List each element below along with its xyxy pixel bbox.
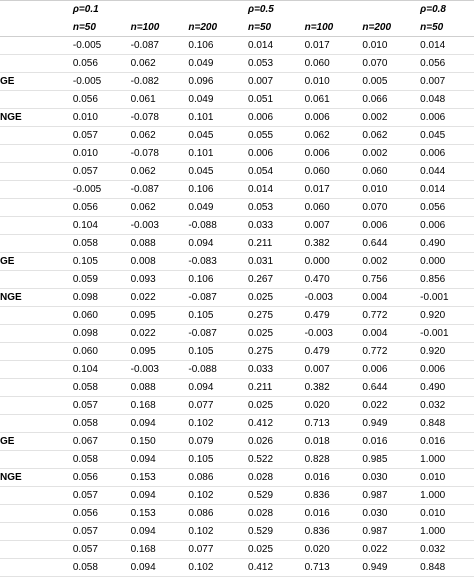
value-cell: 0.070 <box>358 54 416 72</box>
value-cell: 0.025 <box>244 540 301 558</box>
value-cell: 0.101 <box>184 144 244 162</box>
value-cell: 0.106 <box>184 180 244 198</box>
value-cell: 0.490 <box>416 378 474 396</box>
value-cell: -0.087 <box>127 36 185 54</box>
value-cell: 0.105 <box>184 450 244 468</box>
value-cell: 0.010 <box>358 180 416 198</box>
value-cell: 0.056 <box>69 198 127 216</box>
table-row <box>0 360 474 378</box>
value-cell: 0.010 <box>69 108 127 126</box>
value-cell: 0.033 <box>244 216 301 234</box>
value-cell: 0.168 <box>127 396 185 414</box>
row-label: GE <box>0 72 69 90</box>
value-cell: 0.002 <box>358 144 416 162</box>
value-cell: 0.056 <box>69 54 127 72</box>
table-row <box>0 270 474 288</box>
row-label <box>0 306 69 324</box>
value-cell: 0.060 <box>69 342 127 360</box>
table-row <box>0 558 474 576</box>
value-cell: 0.032 <box>416 540 474 558</box>
sample-size-header: n=200 <box>358 19 416 37</box>
value-cell: 0.058 <box>69 558 127 576</box>
value-cell: 0.055 <box>244 126 301 144</box>
row-label <box>0 36 69 54</box>
value-cell: 0.713 <box>301 558 359 576</box>
row-label <box>0 540 69 558</box>
value-cell: 0.006 <box>358 360 416 378</box>
table-row <box>0 54 474 72</box>
rho-group-header: ρ=0.5 <box>244 1 416 19</box>
table-row <box>0 378 474 396</box>
row-label: GE <box>0 252 69 270</box>
value-cell: 0.102 <box>184 414 244 432</box>
value-cell: 0.057 <box>69 396 127 414</box>
sample-size-header: n=50 <box>416 19 474 37</box>
value-cell: 0.949 <box>358 558 416 576</box>
value-cell: 0.060 <box>358 162 416 180</box>
value-cell: 0.060 <box>301 54 359 72</box>
row-label <box>0 360 69 378</box>
table-row <box>0 324 474 342</box>
row-label <box>0 414 69 432</box>
value-cell: 0.020 <box>301 396 359 414</box>
table-row <box>0 252 474 270</box>
sample-size-header: n=50 <box>69 19 127 37</box>
value-cell: 0.044 <box>416 162 474 180</box>
row-label <box>0 396 69 414</box>
value-cell: 0.522 <box>244 450 301 468</box>
value-cell: 0.088 <box>127 234 185 252</box>
value-cell: 0.094 <box>184 234 244 252</box>
row-label <box>0 522 69 540</box>
value-cell: 0.211 <box>244 234 301 252</box>
table-row <box>0 540 474 558</box>
value-cell: 0.848 <box>416 414 474 432</box>
value-cell: 0.644 <box>358 378 416 396</box>
value-cell: 0.007 <box>416 72 474 90</box>
sample-size-header: n=100 <box>301 19 359 37</box>
value-cell: 0.096 <box>184 72 244 90</box>
value-cell: 0.106 <box>184 270 244 288</box>
value-cell: -0.003 <box>301 324 359 342</box>
value-cell: 0.014 <box>244 36 301 54</box>
table-row <box>0 144 474 162</box>
value-cell: 0.267 <box>244 270 301 288</box>
row-label <box>0 558 69 576</box>
row-label <box>0 486 69 504</box>
value-cell: 0.014 <box>416 36 474 54</box>
value-cell: 0.098 <box>69 324 127 342</box>
value-cell: 0.049 <box>184 54 244 72</box>
value-cell: 0.088 <box>127 378 185 396</box>
row-label <box>0 504 69 522</box>
table-row <box>0 198 474 216</box>
table-row <box>0 162 474 180</box>
value-cell: 0.094 <box>127 486 185 504</box>
sample-size-header: n=50 <box>244 19 301 37</box>
value-cell: 0.002 <box>358 108 416 126</box>
value-cell: 0.856 <box>416 270 474 288</box>
table-row <box>0 108 474 126</box>
value-cell: 0.102 <box>184 486 244 504</box>
value-cell: 0.006 <box>358 216 416 234</box>
value-cell: 0.017 <box>301 180 359 198</box>
value-cell: 0.022 <box>127 324 185 342</box>
value-cell: 0.057 <box>69 540 127 558</box>
value-cell: 0.102 <box>184 522 244 540</box>
table-row <box>0 36 474 54</box>
value-cell: 0.057 <box>69 162 127 180</box>
table-row <box>0 396 474 414</box>
value-cell: 0.106 <box>184 36 244 54</box>
value-cell: 0.007 <box>301 216 359 234</box>
value-cell: 0.094 <box>127 558 185 576</box>
row-label <box>0 450 69 468</box>
value-cell: -0.087 <box>127 180 185 198</box>
row-label: NGE <box>0 288 69 306</box>
row-label <box>0 126 69 144</box>
value-cell: -0.078 <box>127 144 185 162</box>
value-cell: 0.004 <box>358 324 416 342</box>
row-label: NGE <box>0 108 69 126</box>
value-cell: 0.006 <box>301 144 359 162</box>
value-cell: 0.062 <box>127 54 185 72</box>
value-cell: 0.056 <box>69 504 127 522</box>
table-row <box>0 288 474 306</box>
value-cell: 0.006 <box>416 360 474 378</box>
value-cell: 0.007 <box>244 72 301 90</box>
table-row <box>0 342 474 360</box>
value-cell: -0.087 <box>184 288 244 306</box>
value-cell: 0.066 <box>358 90 416 108</box>
value-cell: 0.058 <box>69 378 127 396</box>
value-cell: 0.010 <box>69 144 127 162</box>
value-cell: 0.382 <box>301 234 359 252</box>
value-cell: 0.079 <box>184 432 244 450</box>
value-cell: 0.000 <box>301 252 359 270</box>
row-label <box>0 162 69 180</box>
value-cell: 0.054 <box>244 162 301 180</box>
value-cell: -0.005 <box>69 36 127 54</box>
value-cell: 0.006 <box>244 144 301 162</box>
value-cell: 0.058 <box>69 414 127 432</box>
value-cell: -0.078 <box>127 108 185 126</box>
value-cell: -0.083 <box>184 252 244 270</box>
value-cell: 0.026 <box>244 432 301 450</box>
sample-size-header-row <box>0 19 474 37</box>
value-cell: 0.105 <box>184 306 244 324</box>
value-cell: 0.053 <box>244 198 301 216</box>
value-cell: 0.644 <box>358 234 416 252</box>
table-row <box>0 306 474 324</box>
value-cell: 0.057 <box>69 522 127 540</box>
row-label <box>0 270 69 288</box>
value-cell: 0.010 <box>301 72 359 90</box>
value-cell: 0.053 <box>244 54 301 72</box>
table-row <box>0 180 474 198</box>
value-cell: 0.102 <box>184 558 244 576</box>
value-cell: 0.061 <box>301 90 359 108</box>
value-cell: 0.412 <box>244 414 301 432</box>
value-cell: 0.094 <box>127 414 185 432</box>
value-cell: 0.836 <box>301 522 359 540</box>
value-cell: 0.061 <box>127 90 185 108</box>
table-row <box>0 72 474 90</box>
corner-cell <box>0 19 69 37</box>
row-label <box>0 324 69 342</box>
value-cell: 0.713 <box>301 414 359 432</box>
value-cell: 0.051 <box>244 90 301 108</box>
row-label <box>0 216 69 234</box>
value-cell: 0.030 <box>358 504 416 522</box>
value-cell: 0.070 <box>358 198 416 216</box>
results-table-body <box>0 1 474 577</box>
value-cell: 0.094 <box>184 378 244 396</box>
value-cell: 0.004 <box>358 288 416 306</box>
value-cell: 0.077 <box>184 540 244 558</box>
value-cell: 0.529 <box>244 522 301 540</box>
value-cell: 0.062 <box>127 198 185 216</box>
value-cell: 0.028 <box>244 504 301 522</box>
value-cell: 0.093 <box>127 270 185 288</box>
table-row <box>0 486 474 504</box>
value-cell: 0.987 <box>358 486 416 504</box>
value-cell: 0.006 <box>301 108 359 126</box>
value-cell: 0.018 <box>301 432 359 450</box>
value-cell: 0.032 <box>416 396 474 414</box>
sample-size-header: n=100 <box>127 19 185 37</box>
value-cell: 0.105 <box>69 252 127 270</box>
value-cell: 0.030 <box>358 468 416 486</box>
value-cell: 0.848 <box>416 558 474 576</box>
table-row <box>0 432 474 450</box>
value-cell: -0.082 <box>127 72 185 90</box>
value-cell: 0.031 <box>244 252 301 270</box>
value-cell: 0.022 <box>358 540 416 558</box>
value-cell: 0.049 <box>184 90 244 108</box>
value-cell: 0.014 <box>244 180 301 198</box>
value-cell: 0.056 <box>416 198 474 216</box>
value-cell: 0.086 <box>184 468 244 486</box>
row-label <box>0 144 69 162</box>
value-cell: 0.470 <box>301 270 359 288</box>
value-cell: -0.088 <box>184 216 244 234</box>
value-cell: 0.057 <box>69 126 127 144</box>
value-cell: 0.056 <box>416 54 474 72</box>
value-cell: 0.060 <box>301 162 359 180</box>
value-cell: 0.094 <box>127 522 185 540</box>
value-cell: 0.006 <box>416 144 474 162</box>
table-row <box>0 216 474 234</box>
row-label <box>0 180 69 198</box>
value-cell: 0.095 <box>127 342 185 360</box>
value-cell: 0.007 <box>301 360 359 378</box>
row-label <box>0 234 69 252</box>
value-cell: 0.987 <box>358 522 416 540</box>
value-cell: 0.016 <box>358 432 416 450</box>
value-cell: -0.001 <box>416 324 474 342</box>
value-cell: 1.000 <box>416 486 474 504</box>
value-cell: 0.062 <box>358 126 416 144</box>
value-cell: 0.060 <box>301 198 359 216</box>
value-cell: 0.104 <box>69 216 127 234</box>
value-cell: -0.088 <box>184 360 244 378</box>
rho-header-row <box>0 1 474 19</box>
value-cell: 0.772 <box>358 342 416 360</box>
value-cell: 0.067 <box>69 432 127 450</box>
row-label: NGE <box>0 468 69 486</box>
value-cell: 0.920 <box>416 342 474 360</box>
value-cell: 0.920 <box>416 306 474 324</box>
value-cell: 0.479 <box>301 306 359 324</box>
row-label: GE <box>0 432 69 450</box>
value-cell: 0.033 <box>244 360 301 378</box>
value-cell: 0.062 <box>127 162 185 180</box>
value-cell: 0.002 <box>358 252 416 270</box>
table-row <box>0 414 474 432</box>
value-cell: 0.006 <box>416 108 474 126</box>
value-cell: 0.095 <box>127 306 185 324</box>
value-cell: 0.150 <box>127 432 185 450</box>
value-cell: 0.006 <box>244 108 301 126</box>
value-cell: 0.010 <box>358 36 416 54</box>
value-cell: 0.949 <box>358 414 416 432</box>
value-cell: 0.058 <box>69 234 127 252</box>
value-cell: 0.836 <box>301 486 359 504</box>
value-cell: 0.529 <box>244 486 301 504</box>
value-cell: 0.049 <box>184 198 244 216</box>
value-cell: 0.104 <box>69 360 127 378</box>
value-cell: 0.022 <box>358 396 416 414</box>
value-cell: 0.025 <box>244 324 301 342</box>
value-cell: -0.005 <box>69 180 127 198</box>
value-cell: 0.056 <box>69 468 127 486</box>
value-cell: 0.062 <box>127 126 185 144</box>
value-cell: 0.006 <box>416 216 474 234</box>
value-cell: 0.479 <box>301 342 359 360</box>
row-label <box>0 378 69 396</box>
value-cell: 0.077 <box>184 396 244 414</box>
table-row <box>0 504 474 522</box>
value-cell: 0.059 <box>69 270 127 288</box>
value-cell: 0.490 <box>416 234 474 252</box>
value-cell: 0.168 <box>127 540 185 558</box>
table-row <box>0 90 474 108</box>
rho-group-header: ρ=0.1 <box>69 1 244 19</box>
row-label <box>0 198 69 216</box>
value-cell: -0.003 <box>127 216 185 234</box>
value-cell: 0.062 <box>301 126 359 144</box>
value-cell: 0.020 <box>301 540 359 558</box>
value-cell: 0.057 <box>69 486 127 504</box>
value-cell: 0.045 <box>416 126 474 144</box>
value-cell: 0.048 <box>416 90 474 108</box>
value-cell: 0.017 <box>301 36 359 54</box>
value-cell: 0.094 <box>127 450 185 468</box>
value-cell: 0.105 <box>184 342 244 360</box>
value-cell: 0.000 <box>416 252 474 270</box>
row-label <box>0 90 69 108</box>
table-row <box>0 468 474 486</box>
value-cell: -0.087 <box>184 324 244 342</box>
value-cell: 0.412 <box>244 558 301 576</box>
value-cell: 0.058 <box>69 450 127 468</box>
value-cell: 0.010 <box>416 504 474 522</box>
row-label <box>0 342 69 360</box>
value-cell: 0.153 <box>127 468 185 486</box>
value-cell: 1.000 <box>416 450 474 468</box>
value-cell: 0.045 <box>184 162 244 180</box>
value-cell: 0.772 <box>358 306 416 324</box>
table-row <box>0 126 474 144</box>
value-cell: 0.275 <box>244 342 301 360</box>
value-cell: 0.016 <box>301 468 359 486</box>
sample-size-header: n=200 <box>184 19 244 37</box>
table-row <box>0 522 474 540</box>
corner-cell <box>0 1 69 19</box>
value-cell: 0.022 <box>127 288 185 306</box>
rho-group-header: ρ=0.8 <box>416 1 474 19</box>
value-cell: -0.003 <box>127 360 185 378</box>
value-cell: 0.211 <box>244 378 301 396</box>
value-cell: 0.008 <box>127 252 185 270</box>
value-cell: -0.001 <box>416 288 474 306</box>
value-cell: 0.016 <box>416 432 474 450</box>
value-cell: 0.756 <box>358 270 416 288</box>
value-cell: 1.000 <box>416 522 474 540</box>
value-cell: 0.060 <box>69 306 127 324</box>
value-cell: 0.005 <box>358 72 416 90</box>
row-label <box>0 54 69 72</box>
value-cell: 0.985 <box>358 450 416 468</box>
value-cell: 0.025 <box>244 396 301 414</box>
value-cell: -0.005 <box>69 72 127 90</box>
value-cell: 0.045 <box>184 126 244 144</box>
value-cell: 0.016 <box>301 504 359 522</box>
table-row <box>0 234 474 252</box>
value-cell: 0.828 <box>301 450 359 468</box>
value-cell: 0.025 <box>244 288 301 306</box>
value-cell: 0.010 <box>416 468 474 486</box>
value-cell: 0.086 <box>184 504 244 522</box>
value-cell: 0.014 <box>416 180 474 198</box>
value-cell: -0.003 <box>301 288 359 306</box>
value-cell: 0.153 <box>127 504 185 522</box>
table-row <box>0 450 474 468</box>
value-cell: 0.275 <box>244 306 301 324</box>
value-cell: 0.028 <box>244 468 301 486</box>
value-cell: 0.101 <box>184 108 244 126</box>
value-cell: 0.056 <box>69 90 127 108</box>
value-cell: 0.382 <box>301 378 359 396</box>
value-cell: 0.098 <box>69 288 127 306</box>
